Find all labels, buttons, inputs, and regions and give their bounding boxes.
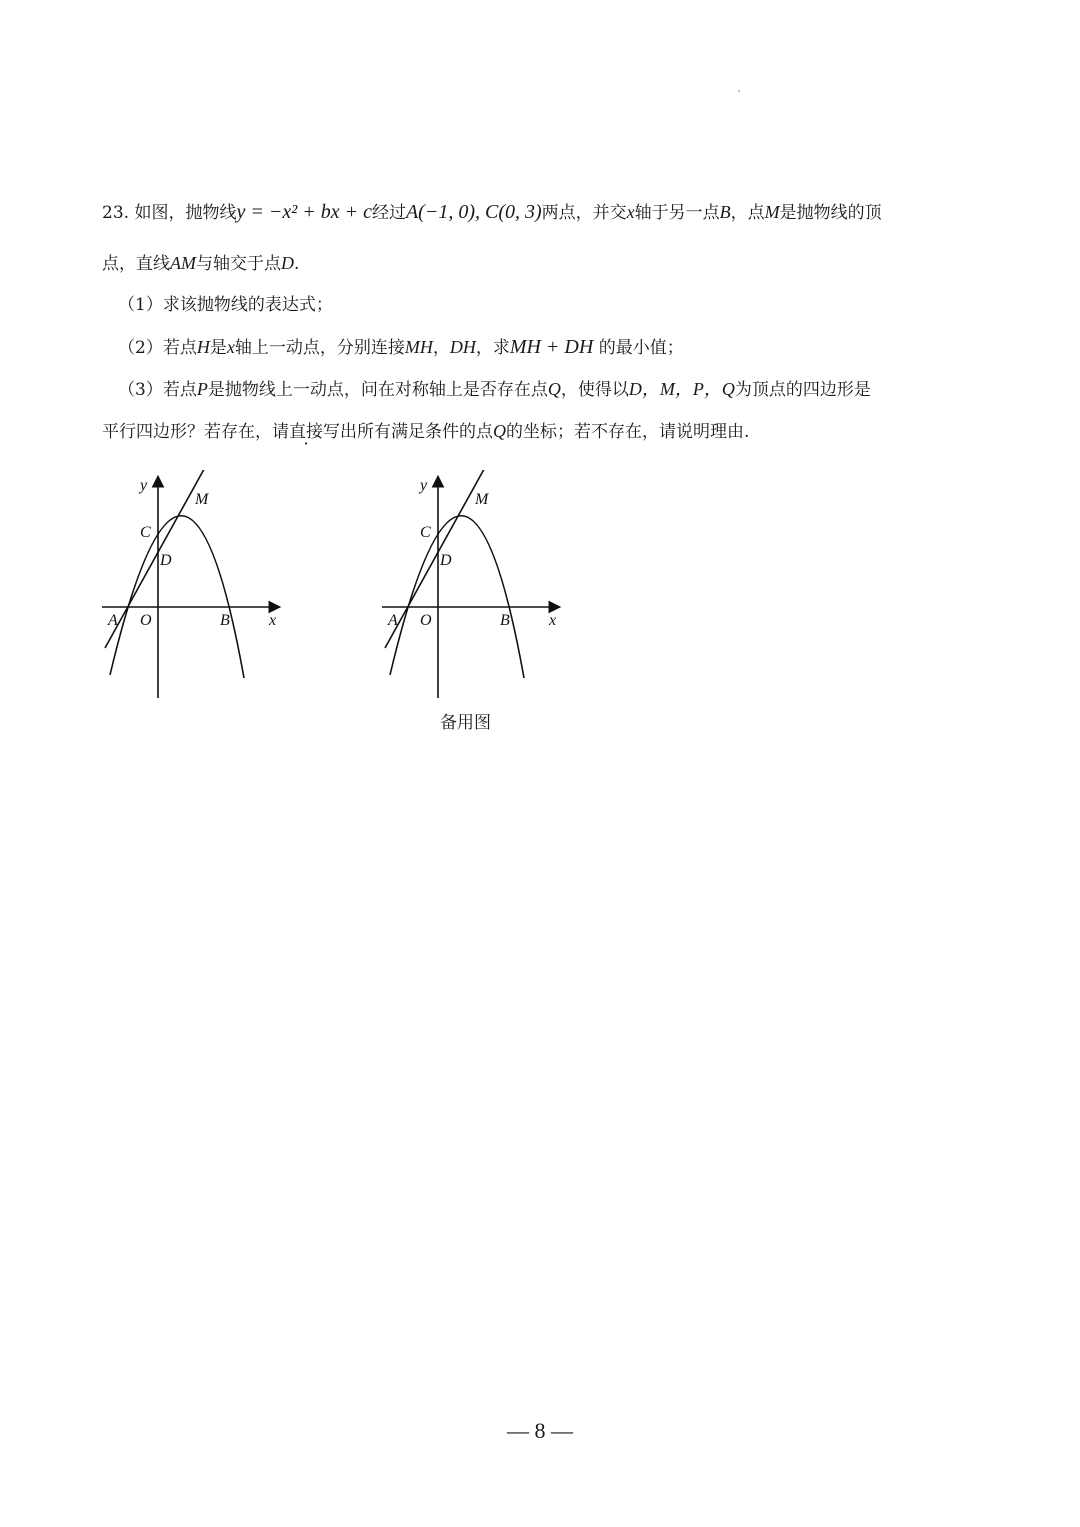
figure-spare (380, 470, 570, 710)
label-a: A (388, 612, 398, 629)
label-x: x (549, 612, 557, 629)
label-a: A (108, 612, 118, 629)
problem-line-1: 23. 如图，抛物线y = −x² + bx + c经过A(−1, 0), C(0, 3)两点，并交x轴于另一点B，点M是抛物线的顶 (102, 201, 882, 223)
label-c: C (420, 524, 431, 541)
part-3-line-1: （3）若点P是抛物线上一动点，问在对称轴上是否存在点Q，使得以D，M，P，Q为顶点的四边形是 (118, 379, 871, 400)
emphasized-text: 直接 (289, 422, 323, 442)
min-expression: MH + DH (509, 336, 594, 358)
label-d: D (440, 552, 452, 569)
problem-number: 23. (102, 203, 130, 223)
label-y: y (420, 477, 428, 494)
label-c: C (140, 524, 151, 541)
part-1: （1）求该抛物线的表达式； (118, 295, 333, 315)
parabola-curve (390, 516, 524, 678)
parabola-equation: y = −x² + bx + c (236, 201, 372, 223)
page-number: — 8 — (507, 1418, 573, 1443)
label-m: M (475, 491, 489, 508)
given-points: A(−1, 0), C(0, 3) (405, 201, 542, 223)
problem-line-2: 点，直线AM与轴交于点D. (102, 253, 300, 274)
label-o: O (420, 612, 432, 629)
label-x: x (269, 612, 277, 629)
parabola-diagram (100, 470, 290, 710)
part-2: （2）若点H是x轴上一动点，分别连接MH，DH，求MH + DH 的最小值； (118, 336, 684, 358)
scan-dot (738, 90, 740, 92)
label-y: y (140, 477, 148, 494)
figure-main (100, 470, 290, 710)
label-o: O (140, 612, 152, 629)
label-b: B (220, 612, 230, 629)
label-b: B (500, 612, 510, 629)
figure-caption: 备用图 (440, 713, 491, 733)
label-d: D (160, 552, 172, 569)
line-am (105, 470, 208, 648)
parabola-diagram-spare (380, 470, 570, 710)
line-am (385, 470, 488, 648)
part-3-line-2: 平行四边形？若存在，请直接写出所有满足条件的点Q的坐标；若不存在，请说明理由. (102, 421, 750, 442)
label-m: M (195, 491, 209, 508)
parabola-curve (110, 516, 244, 678)
